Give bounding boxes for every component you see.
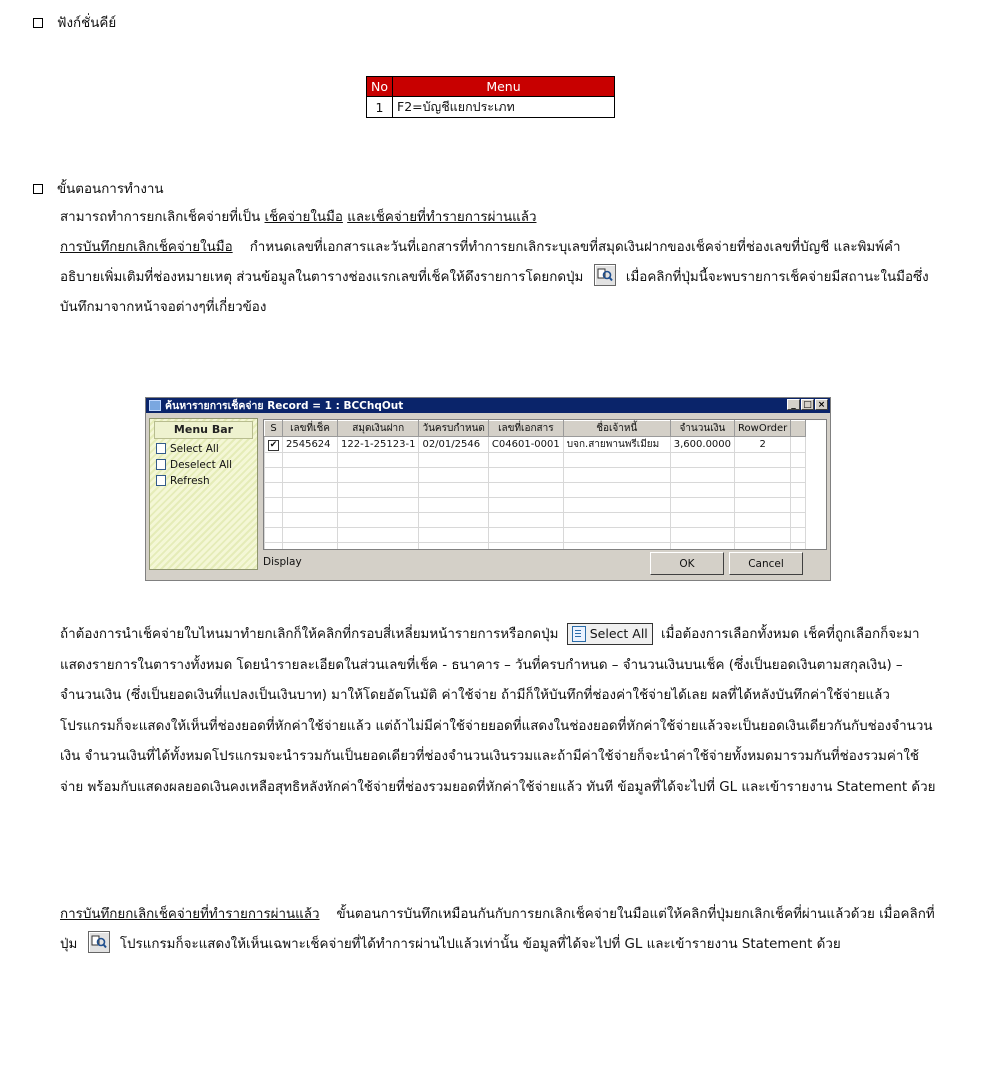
cell-row-order: 2	[735, 437, 791, 453]
table-row	[265, 498, 806, 513]
dialog-title: ค้นหารายการเช็คจ่าย Record = 1 : BCChqOut	[165, 400, 404, 412]
cell-cheque-no: 2545624	[283, 437, 338, 453]
menu-item-select-all[interactable]	[156, 442, 251, 455]
menu-item-deselect-all[interactable]	[156, 458, 251, 471]
cancel-button[interactable]: Cancel	[729, 552, 803, 575]
col-header-cheque-no[interactable]: เลขที่เช็ค	[283, 421, 338, 437]
col-header-row-order[interactable]: RowOrder	[735, 421, 791, 437]
cell-doc-no: C04601-0001	[488, 437, 563, 453]
table-row	[265, 528, 806, 543]
section-function-keys-heading	[33, 12, 116, 33]
col-header-amount[interactable]: จำนวนเงิน	[670, 421, 734, 437]
table-row	[265, 453, 806, 468]
maximize-icon[interactable]: □	[801, 399, 814, 410]
section-heading-text: ฟังก์ชั่นคีย์	[57, 16, 117, 31]
cell-menu: F2=บัญชีแยกประเภท	[393, 97, 615, 118]
passed-cheque-paragraph	[60, 900, 940, 960]
table-row	[265, 483, 806, 498]
section-procedure-heading	[33, 178, 164, 199]
procedure-paragraph	[60, 203, 940, 323]
p1-title: การบันทึกยกเลิกเช็คจ่ายในมือ	[60, 240, 233, 255]
table-row	[367, 97, 615, 118]
cell-bank-book: 122-1-25123-1	[338, 437, 419, 453]
table-row	[265, 543, 806, 551]
menu-item-label: Deselect All	[170, 458, 233, 471]
menu-item-label: Select All	[170, 442, 219, 455]
cheque-table	[264, 420, 806, 550]
col-header-due-date[interactable]: วันครบกำหนด	[419, 421, 488, 437]
cell-due-date: 02/01/2546	[419, 437, 488, 453]
function-key-table	[366, 76, 615, 118]
intro-link-in-hand: เช็คจ่ายในมือ	[264, 210, 343, 225]
table-row[interactable]	[265, 437, 806, 453]
table-row	[265, 468, 806, 483]
col-header-no: No	[367, 77, 393, 97]
status-label: Display	[263, 556, 302, 568]
menu-item-refresh[interactable]	[156, 474, 251, 487]
col-header-spacer	[791, 421, 806, 437]
menu-bar-panel	[149, 418, 258, 570]
square-bullet-icon	[33, 184, 43, 194]
col-header-menu: Menu	[393, 77, 615, 97]
cheque-search-dialog	[145, 397, 831, 581]
select-all-button[interactable]	[567, 623, 653, 645]
document-icon	[572, 626, 586, 642]
dialog-titlebar	[146, 398, 830, 413]
menu-item-label: Refresh	[170, 474, 210, 487]
p1-text-after: เมื่อคลิกที่ปุ่มนี้จะพบรายการเช็คจ่ายมีสถานะในมือซึ่งบันทึกมาจากหน้าจอต่างๆที่เกี่ยวข้อง	[60, 270, 929, 315]
search-button[interactable]	[594, 264, 616, 286]
ok-button[interactable]: OK	[650, 552, 724, 575]
intro-and: และ	[347, 210, 372, 225]
section-heading-text: ขั้นตอนการทำงาน	[57, 182, 164, 197]
intro-link-passed: เช็คจ่ายที่ทำรายการผ่านแล้ว	[371, 210, 537, 225]
p2-text-before: ถ้าต้องการนำเช็คจ่ายใบไหนมาทำยกเลิกก็ให้คลิกที่กรอบสี่เหลี่ยมหน้ารายการหรือกดปุ่ม	[60, 627, 559, 642]
select-all-label: Select All	[589, 625, 648, 641]
cell-amount: 3,600.0000	[670, 437, 734, 453]
deselect-all-icon	[156, 459, 166, 470]
menu-bar-title: Menu Bar	[154, 421, 253, 439]
intro-text: สามารถทำการยกเลิกเช็คจ่ายที่เป็น	[60, 210, 261, 225]
square-bullet-icon	[33, 18, 43, 28]
p3-title: การบันทึกยกเลิกเช็คจ่ายที่ทำรายการผ่านแล้ว	[60, 907, 320, 922]
magnifier-icon	[596, 266, 614, 284]
p2-text-after: เมื่อต้องการเลือกทั้งหมด เช็คที่ถูกเลือกก็จะมาแสดงรายการในตารางทั้งหมด โดยนำรายละเอียดในส่วนเลขที่เช็ค - ธนาคาร – วันที่ครบกำหนด – จำนวนเงินบนเช็ค (ซึ่งเป็นยอดเงินตามสกุลเงิน) – จำนวนเงิน (ซึ่งเป็นยอดเงินที่แปลงเป็นเงินบาท) มาให้โดยอัตโนมัติ ค่าใช้จ่าย ถ้ามีก็ให้บันทึกที่ช่องค่าใช้จ่ายได้เลย ผลที่ได้หลังบันทึกค่าใช้จ่ายแล้วโปรแกรมก็จะแสดงให้เห็นที่ช่องยอดที่หักค่าใช้จ่ายแล้ว แต่ถ้าไม่มีค่าใช้จ่ายยอดที่แสดงในช่องยอดที่หักค่าใช้จ่ายแล้วจะเป็นยอดเงินเดียวกันกับช่องจำนวนเงิน จำนวนเงินที่ได้ทั้งหมดโปรแกรมจะนำรวมกันเป็นยอดเดียวที่ช่องจำนวนเงินรวมและถ้ามีค่าใช้จ่ายก็จะนำค่าใช้จ่ายทั้งหมดมารวมกันที่ช่องรวมค่าใช้จ่าย พร้อมกับแสดงผลยอดเงินคงเหลือสุทธิหลังหักค่าใช้จ่ายที่ช่องรวมยอดที่หักค่าใช้จ่ายแล้ว ทันที ข้อมูลที่ได้จะไปที่ GL และเข้ารายงาน Statement ด้วย	[60, 627, 936, 795]
magnifier-icon	[90, 933, 108, 951]
close-icon[interactable]: ×	[815, 399, 828, 410]
col-header-creditor[interactable]: ชื่อเจ้าหนี้	[563, 421, 670, 437]
cell-creditor: บจก.สายพานพรีเมียม	[563, 437, 670, 453]
select-all-paragraph	[60, 620, 940, 803]
row-checkbox[interactable]: ✔	[269, 439, 278, 450]
window-controls	[787, 399, 828, 410]
cell-no: 1	[367, 97, 393, 118]
table-row	[265, 513, 806, 528]
p3-text: ขั้นตอนการบันทึกเหมือนกันกับการยกเลิกเช็คจ่ายในมือแต่ให้คลิกที่ปุ่มยกเลิกเช็คที่ผ่านแล้วด้วย เมื่อคลิกที่ปุ่ม	[60, 907, 935, 952]
select-all-icon	[156, 443, 166, 454]
col-header-doc-no[interactable]: เลขที่เอกสาร	[488, 421, 563, 437]
col-header-s[interactable]: S	[265, 421, 283, 437]
p1-text: กำหนดเลขที่เอกสารและวันที่เอกสารที่ทำการยกเลิกระบุเลขที่สมุดเงินฝากของเช็คจ่ายที่ช่องเลขที่บัญชี และพิมพ์คำอธิบายเพิ่มเติมที่ช่องหมายเหตุ ส่วนข้อมูลในตารางช่องแรกเลขที่เช็คให้ดึงรายการโดยกดปุ่ม	[60, 240, 901, 285]
refresh-icon	[156, 475, 166, 486]
cheque-grid	[263, 419, 827, 550]
search-button[interactable]	[88, 931, 110, 953]
minimize-icon[interactable]: _	[787, 399, 800, 410]
app-icon	[149, 400, 161, 411]
col-header-bank-book[interactable]: สมุดเงินฝาก	[338, 421, 419, 437]
p3-text-after: โปรแกรมก็จะแสดงให้เห็นเฉพาะเช็คจ่ายที่ได้ทำการผ่านไปแล้วเท่านั้น ข้อมูลที่ได้จะไปที่ GL และเข้ารายงาน Statement ด้วย	[119, 937, 841, 952]
